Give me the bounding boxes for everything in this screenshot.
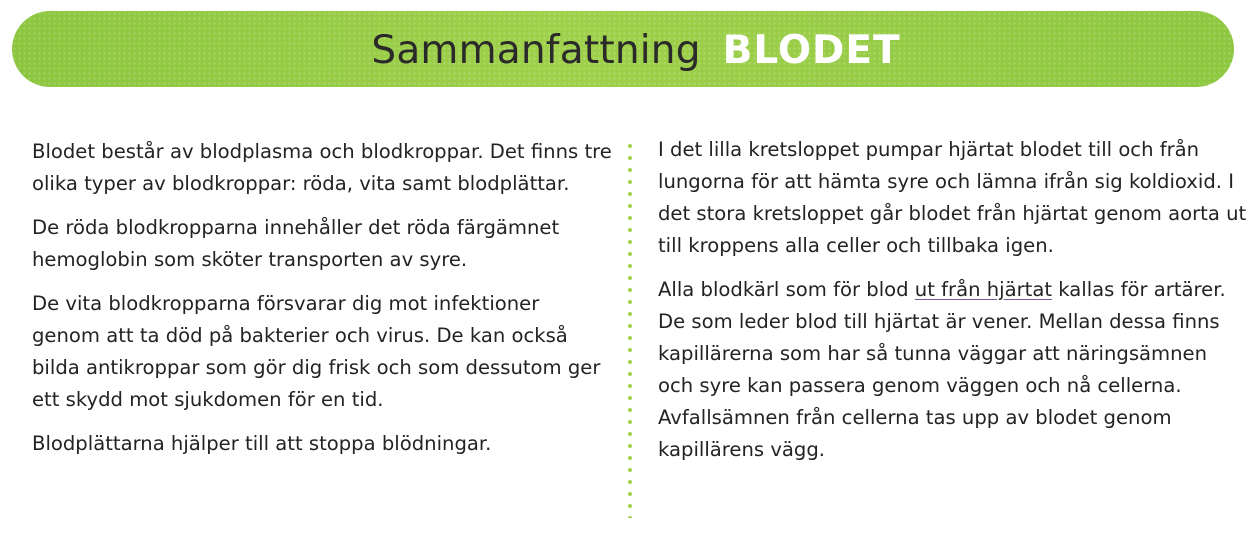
paragraph-white-blood-cells: De vita blodkropparna försvarar dig mot infektioner genom att ta död på bakterier och virus. De kan också bilda antikroppar som gör dig frisk och som dessutom ger ett skydd mot sjukdomen för en tid. [32, 292, 601, 411]
right-column [658, 134, 1246, 478]
left-column [32, 136, 612, 472]
paragraph-platelets: Blodplättarna hjälper till att stoppa blödningar. [32, 432, 492, 455]
vessels-text-start: Alla blodkärl som för blod [658, 278, 915, 301]
paragraph-blood-vessels [658, 274, 1246, 466]
underlined-phrase: ut från hjärtat [914, 278, 1053, 301]
title-light-text: Sammanfattning [371, 27, 701, 73]
title-bold-text: BLODET [722, 27, 901, 73]
title-banner [12, 11, 1234, 87]
vessels-text-end: kallas för artärer. De som leder blod till hjärtat är vener. Mellan dessa finns kapillärerna som har så tunna väggar att näringsämnen och syre kan passera genom väggen och nå cellerna. Avfallsämnen från cellerna tas upp av blodet genom kapillärens vägg. [658, 278, 1226, 461]
paragraph-red-blood-cells: De röda blodkropparna innehåller det röda färgämnet hemoglobin som sköter transporten av syre. [32, 216, 560, 271]
dotted-column-divider [628, 140, 632, 518]
paragraph-blood-composition: Blodet består av blodplasma och blodkroppar. Det finns tre olika typer av blodkroppar: röda, vita samt blodplättar. [32, 140, 612, 195]
page-title [371, 28, 900, 73]
paragraph-circulation: I det lilla kretsloppet pumpar hjärtat blodet till och från lungorna för att hämta syre och lämna ifrån sig koldioxid. I det stora kretsloppet går blodet från hjärtat genom aorta ut till kroppens alla celler och tillbaka igen. [658, 138, 1246, 257]
